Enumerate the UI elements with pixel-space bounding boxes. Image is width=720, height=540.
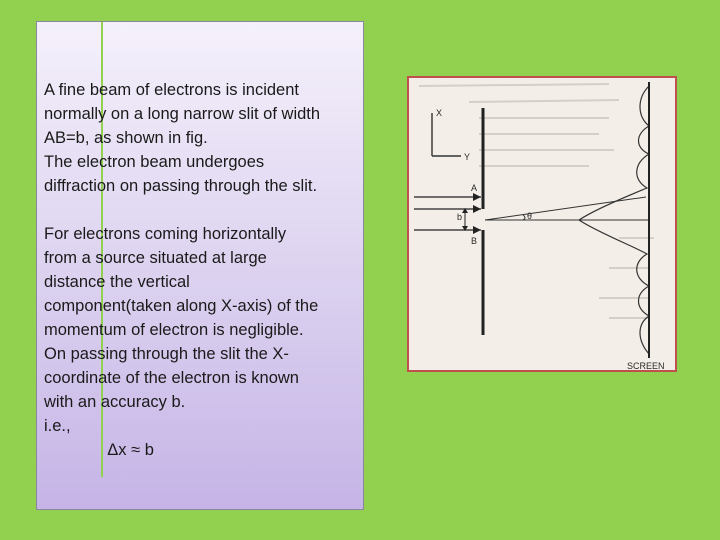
incident-beam <box>414 193 481 234</box>
y-axis-label: Y <box>464 152 471 162</box>
axes-indicator <box>432 108 470 162</box>
diffraction-figure <box>407 76 677 372</box>
uncertainty-formula: Δx ≈ b <box>44 441 154 459</box>
diffraction-diagram <box>409 78 675 370</box>
slit-width-label: b <box>457 212 463 222</box>
angle-arc <box>523 215 525 220</box>
diffracted-ray <box>485 197 646 220</box>
slit-width-marker <box>462 208 468 231</box>
screen-label: SCREEN <box>627 361 665 370</box>
point-b-label: B <box>471 236 478 246</box>
text-panel <box>36 21 364 510</box>
point-a-label: A <box>471 183 478 193</box>
x-axis-label: X <box>436 108 443 118</box>
text-body <box>44 78 362 462</box>
angle-label: θ <box>527 211 533 221</box>
paragraph-momentum: For electrons coming horizontally from a source situated at large distance the vertical component(taken along X-axis) of the momentum of electron is negligible. On passing through the slit the X- coordinate of the electron is known with an accuracy b. i.e., <box>44 225 319 435</box>
paragraph-spacer <box>44 198 362 222</box>
paragraph-intro: A fine beam of electrons is incident normally on a long narrow slit of width AB=b, as shown in fig. The electron beam undergoes diffraction on passing through the slit. <box>44 81 321 195</box>
